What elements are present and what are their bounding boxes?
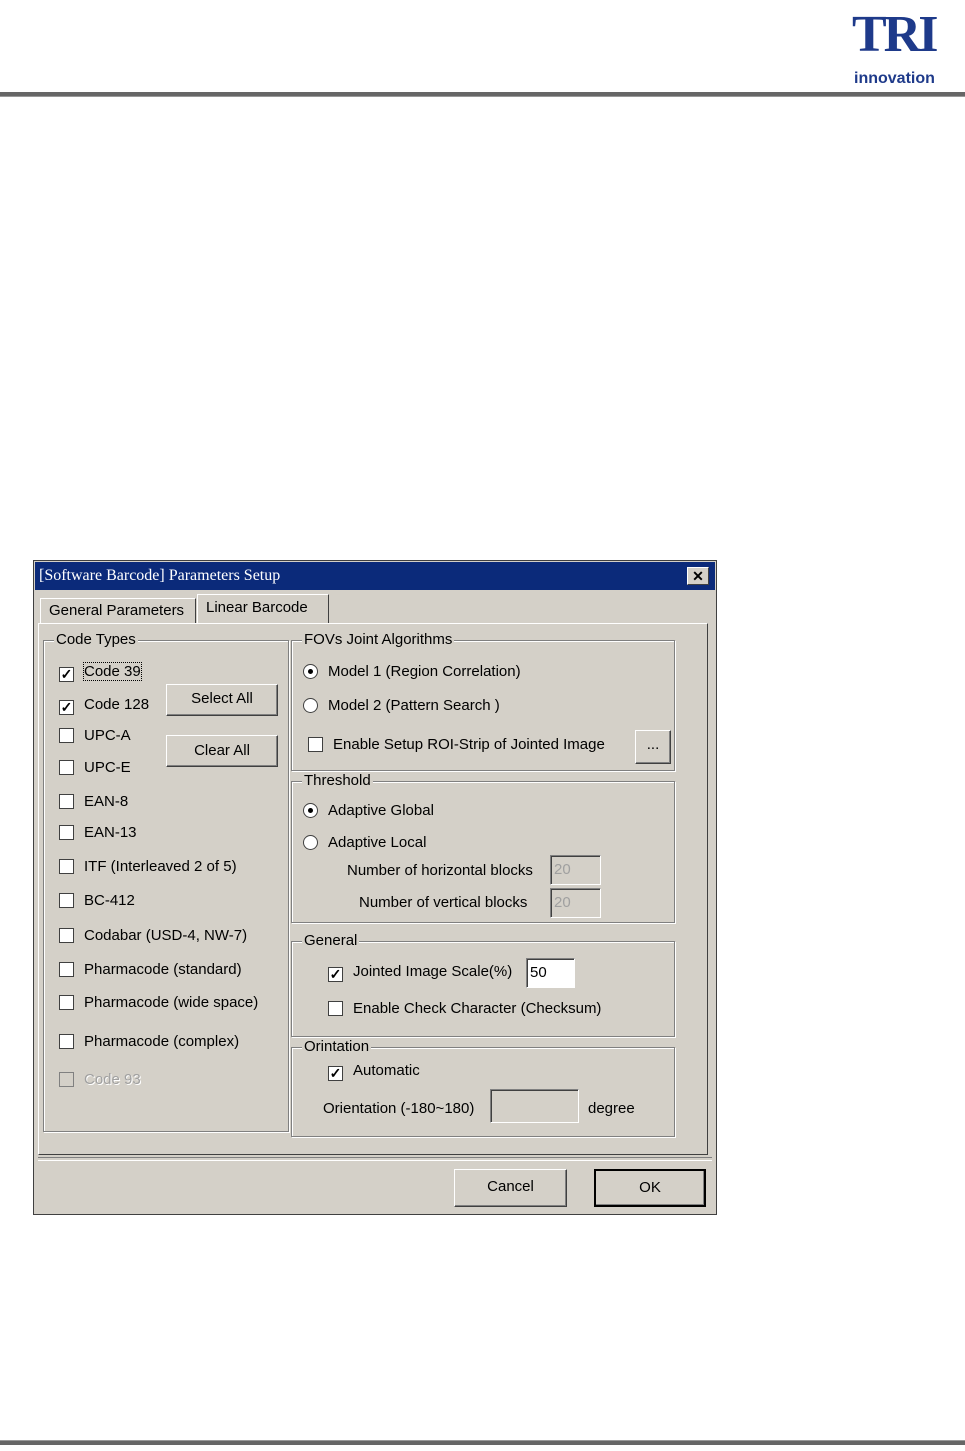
code-type-row[interactable] (59, 792, 128, 812)
code-type-label: Pharmacode (complex) (84, 1033, 240, 1050)
roi-strip-checkbox-row[interactable] (308, 735, 605, 755)
adaptive-global-radio[interactable] (303, 803, 318, 818)
dialog-titlebar[interactable] (35, 562, 715, 590)
roi-strip-checkbox[interactable] (308, 737, 323, 752)
code-type-row[interactable] (59, 823, 137, 843)
dialog-title: [Software Barcode] Parameters Setup (39, 567, 281, 584)
adaptive-local-radio[interactable] (303, 835, 318, 850)
general-legend: General (304, 932, 358, 949)
code-type-row[interactable] (59, 960, 242, 980)
code-type-row[interactable] (59, 926, 247, 946)
threshold-legend: Threshold (304, 772, 371, 789)
code-type-row[interactable] (59, 1032, 239, 1052)
roi-ellipsis-button[interactable]: ... (635, 730, 671, 764)
automatic-checkbox-row[interactable] (328, 1061, 420, 1081)
hblocks-label: Number of horizontal blocks (347, 862, 533, 879)
image-scale-checkbox-row[interactable] (328, 962, 512, 982)
clear-all-button[interactable]: Clear All (166, 735, 278, 767)
fov-legend: FOVs Joint Algorithms (304, 631, 453, 648)
model1-radio-row[interactable] (303, 662, 521, 682)
code-type-label: ITF (Interleaved 2 of 5) (84, 858, 237, 875)
company-logo (850, 6, 962, 90)
adaptive-local-label: Adaptive Local (328, 834, 427, 851)
cancel-button[interactable]: Cancel (454, 1169, 567, 1207)
model2-radio-row[interactable] (303, 696, 500, 716)
vblocks-label: Number of vertical blocks (359, 894, 528, 911)
code-type-checkbox[interactable] (59, 825, 74, 840)
code-type-checkbox[interactable]: ✓ (60, 666, 73, 682)
code-type-row[interactable] (59, 695, 149, 715)
code-type-label: Pharmacode (standard) (84, 961, 242, 978)
code-type-row[interactable] (59, 726, 131, 746)
automatic-label: Automatic (353, 1062, 420, 1079)
model2-radio[interactable] (303, 698, 318, 713)
footer-rule (0, 1440, 965, 1445)
parameters-dialog (33, 560, 717, 1215)
code-type-checkbox[interactable] (59, 893, 74, 908)
code-type-row (59, 1070, 141, 1090)
vblocks-field[interactable]: 20 (550, 888, 601, 918)
hblocks-field[interactable]: 20 (550, 855, 601, 885)
checksum-checkbox-row[interactable] (328, 999, 601, 1019)
code-type-row[interactable] (59, 891, 135, 911)
code-type-checkbox[interactable] (59, 995, 74, 1010)
select-all-button[interactable]: Select All (166, 684, 278, 716)
orientation-input[interactable] (490, 1089, 579, 1123)
tab-panel-linear-barcode (38, 623, 708, 1155)
code-type-label: Codabar (USD-4, NW-7) (84, 927, 248, 944)
logo-mark: TRI (852, 6, 936, 63)
automatic-checkbox[interactable]: ✓ (329, 1065, 342, 1081)
adaptive-local-radio-row[interactable] (303, 833, 426, 853)
code-type-row[interactable] (59, 857, 237, 877)
code-type-checkbox (59, 1072, 74, 1087)
code-type-label: UPC-A (84, 727, 131, 744)
ok-button[interactable]: OK (594, 1169, 706, 1207)
adaptive-global-radio-row[interactable] (303, 801, 434, 821)
checksum-label: Enable Check Character (Checksum) (353, 1000, 602, 1017)
image-scale-input[interactable]: 50 (526, 958, 575, 988)
code-type-checkbox[interactable] (59, 859, 74, 874)
header-rule (0, 92, 965, 97)
code-type-label: Pharmacode (wide space) (84, 994, 259, 1011)
code-type-row[interactable] (59, 758, 131, 778)
code-type-checkbox[interactable] (59, 962, 74, 977)
code-type-checkbox[interactable] (59, 728, 74, 743)
tab-general-parameters[interactable]: General Parameters (40, 598, 196, 624)
orientation-group (291, 1038, 675, 1137)
model1-radio[interactable] (303, 664, 318, 679)
code-type-checkbox[interactable] (59, 760, 74, 775)
tab-linear-barcode[interactable]: Linear Barcode (197, 594, 329, 624)
image-scale-label: Jointed Image Scale(%) (353, 963, 513, 980)
code-type-label: Code 128 (84, 696, 150, 713)
code-type-row[interactable] (59, 993, 258, 1013)
general-group (291, 932, 675, 1037)
model1-label: Model 1 (Region Correlation) (328, 663, 521, 680)
image-scale-checkbox[interactable]: ✓ (329, 966, 342, 982)
adaptive-global-label: Adaptive Global (328, 802, 434, 819)
code-type-label: Code 39 (84, 663, 141, 680)
orientation-range-label: Orientation (-180~180) (323, 1100, 475, 1117)
code-types-legend: Code Types (56, 631, 136, 648)
checksum-checkbox[interactable] (328, 1001, 343, 1016)
code-type-label: Code 93 (84, 1071, 141, 1088)
roi-strip-label: Enable Setup ROI-Strip of Jointed Image (333, 736, 605, 753)
code-type-label: EAN-8 (84, 793, 129, 810)
code-types-group (43, 631, 289, 1132)
threshold-group (291, 772, 675, 923)
code-type-label: UPC-E (84, 759, 131, 776)
code-type-label: BC-412 (84, 892, 135, 909)
code-type-checkbox[interactable] (59, 928, 74, 943)
logo-wordmark: innovation (854, 70, 935, 87)
code-type-checkbox[interactable] (59, 1034, 74, 1049)
close-icon[interactable]: ✕ (687, 567, 709, 585)
code-type-checkbox[interactable] (59, 794, 74, 809)
degree-label: degree (588, 1100, 635, 1117)
code-type-checkbox[interactable]: ✓ (60, 699, 73, 715)
code-type-label: EAN-13 (84, 824, 137, 841)
model2-label: Model 2 (Pattern Search ) (328, 697, 500, 714)
code-type-row[interactable] (59, 662, 141, 682)
orientation-legend: Orintation (304, 1038, 370, 1055)
fov-joint-group (291, 631, 675, 771)
footer-separator (38, 1157, 712, 1161)
